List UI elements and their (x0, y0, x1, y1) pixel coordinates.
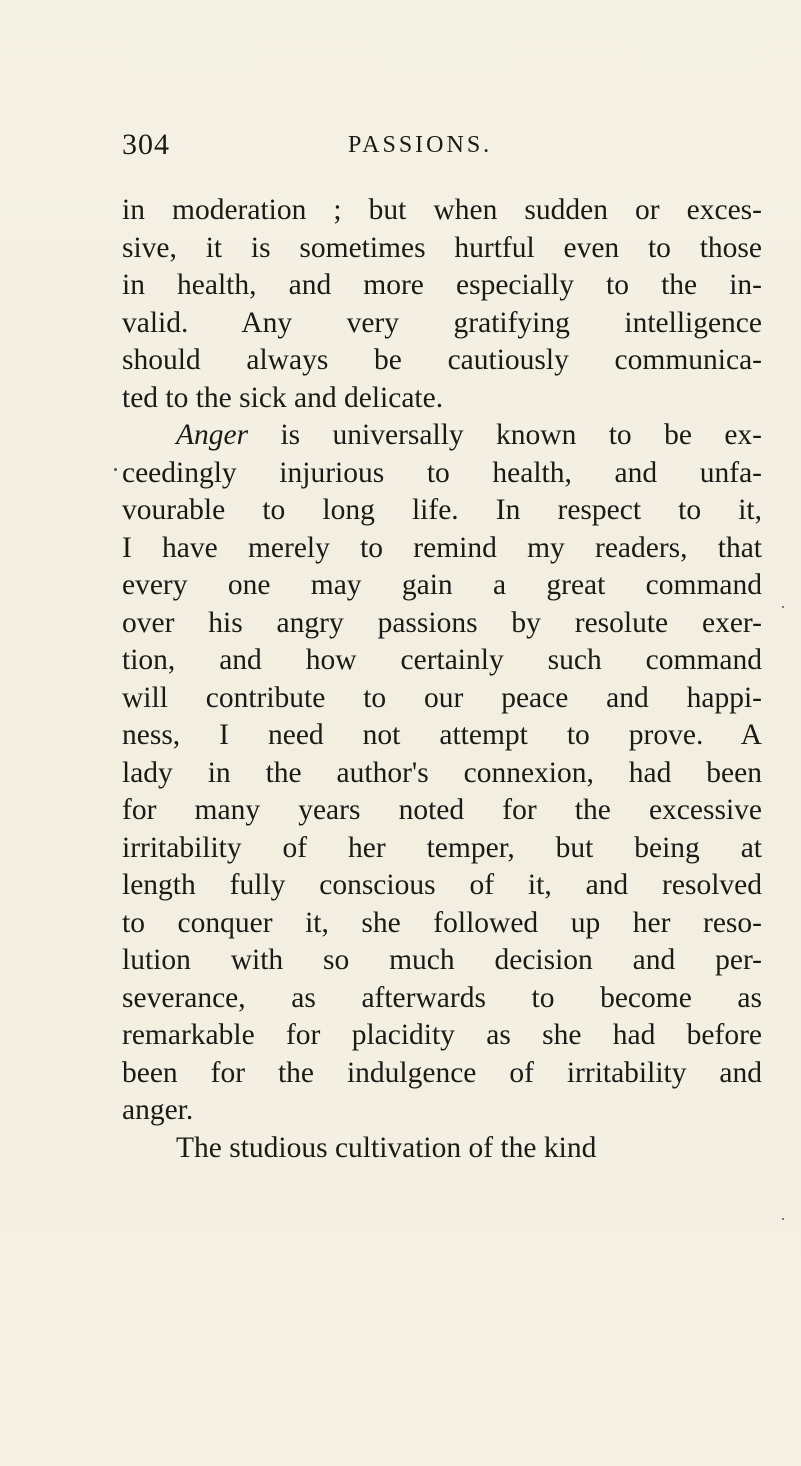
text-line: tion, and how certainly such command (122, 644, 762, 676)
text-line: over his angry passions by resolute exer- (122, 606, 762, 639)
text-line: ted to the sick and delicate. (122, 381, 444, 414)
text-line: vourable to long life. In respect to it, (122, 494, 762, 526)
text-line: to conquer it, she followed up her reso- (122, 906, 762, 939)
text-line: anger. (122, 1094, 194, 1126)
text-line: will contribute to our peace and happi- (122, 681, 762, 714)
text-line: valid. Any very gratifying intelligence (122, 306, 762, 339)
text-line: length fully conscious of it, and resolved (122, 869, 762, 901)
paper-speck (114, 468, 117, 471)
text-line: ceedingly injurious to health, and unfa- (122, 456, 762, 489)
first-line-rest: is universally known to be ex- (248, 419, 762, 451)
text-line: in moderation ; but when sudden or exces- (122, 194, 762, 226)
italic-word-anger: Anger (176, 419, 249, 451)
page-header (122, 128, 762, 168)
text-line: severance, as afterwards to become as (122, 981, 762, 1014)
body-text (122, 192, 762, 1167)
text-line: lution with so much decision and per- (122, 944, 762, 976)
text-line: should always be cautiously communica- (122, 344, 762, 376)
text-line: every one may gain a great command (122, 569, 762, 601)
text-line: in health, and more especially to the in- (122, 269, 762, 301)
anger-paragraph-first-line (122, 417, 762, 455)
text-line: ness, I need not attempt to prove. A (122, 719, 762, 751)
text-line: The studious cultivation of the kind (176, 1131, 597, 1164)
text-line: remarkable for placidity as she had before (122, 1019, 762, 1051)
text-line: lady in the author's connexion, had been (122, 756, 762, 789)
text-line: for many years noted for the excessive (122, 794, 762, 826)
text-line: I have merely to remind my readers, that (122, 531, 762, 564)
text-line: irritability of her temper, but being at (122, 831, 762, 864)
running-title: PASSIONS. (348, 132, 493, 158)
text-line: sive, it is sometimes hurtful even to those (122, 231, 762, 264)
text-line: been for the indulgence of irritability and (122, 1056, 762, 1089)
paper-speck (782, 606, 784, 608)
page-number: 304 (122, 128, 170, 161)
paper-speck (782, 1218, 784, 1220)
